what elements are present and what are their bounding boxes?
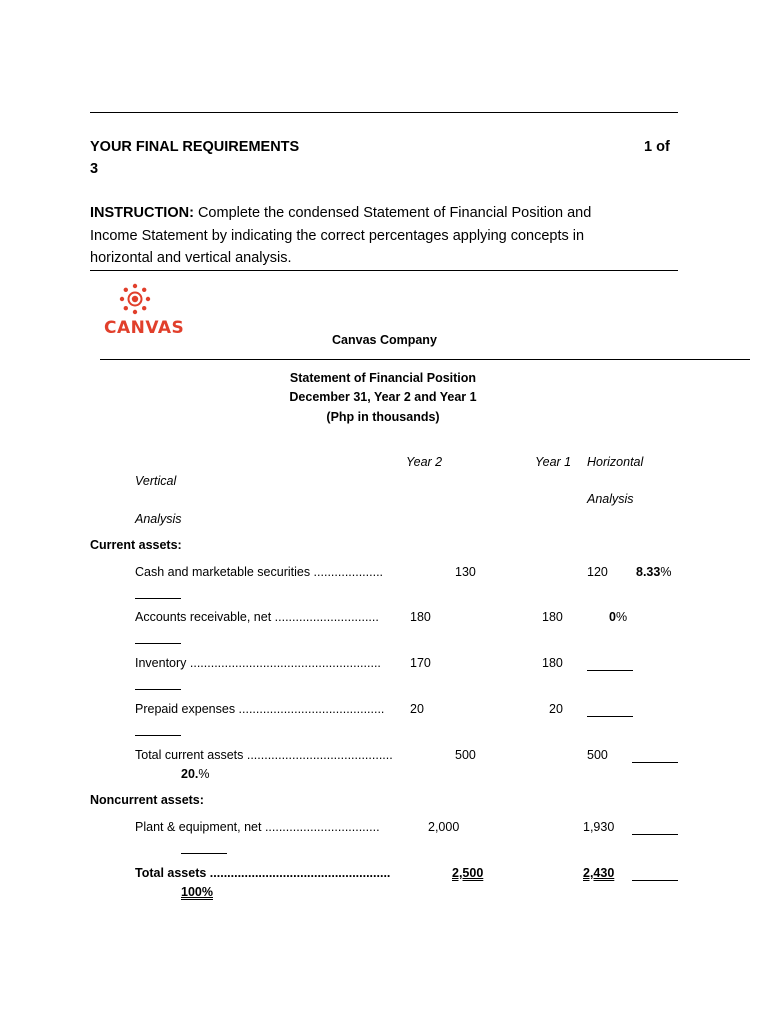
row-total-current-year1: 500 <box>587 748 608 762</box>
canvas-logo-icon <box>118 282 152 316</box>
statement-title: Statement of Financial Position <box>289 371 477 385</box>
column-year2: Year 2 <box>406 455 443 469</box>
row-total-assets-year1: 2,430 <box>583 866 615 880</box>
row-ar-year2: 180 <box>410 610 431 624</box>
row-ppe-horizontal-blank[interactable] <box>632 834 678 835</box>
row-prepaid-horizontal-blank[interactable] <box>587 716 633 717</box>
row-total-current-label: Total current assets .......................................... <box>135 748 393 762</box>
page-counter: 1 of <box>644 139 670 155</box>
row-total-assets-horizontal-blank[interactable] <box>632 880 678 881</box>
row-ppe-year1: 1,930 <box>583 820 615 834</box>
row-prepaid-year2: 20 <box>410 702 424 716</box>
row-total-current-vertical <box>181 767 210 781</box>
row-prepaid-year1: 20 <box>549 702 563 716</box>
row-cash-horizontal <box>636 565 671 579</box>
row-ppe-vertical-blank[interactable] <box>181 853 227 854</box>
canvas-logo <box>96 278 185 346</box>
row-ar-horizontal-suffix: % <box>615 610 628 624</box>
row-cash-year2: 130 <box>455 565 476 579</box>
column-year1: Year 1 <box>535 455 572 469</box>
row-inventory-year1: 180 <box>542 656 563 670</box>
instruction-paragraph <box>90 205 591 221</box>
row-ar-horizontal-value: 0 <box>609 610 616 624</box>
statement-unit: (Php in thousands) <box>326 410 440 424</box>
row-ar-horizontal <box>609 610 627 624</box>
row-cash-year1: 120 <box>587 565 608 579</box>
instruction-label: INSTRUCTION: <box>90 205 194 221</box>
page-title: YOUR FINAL REQUIREMENTS <box>90 139 300 155</box>
row-prepaid-vertical-blank[interactable] <box>135 735 181 736</box>
row-cash-label: Cash and marketable securities .................... <box>135 565 384 579</box>
top-divider <box>90 112 678 113</box>
row-inventory-label: Inventory ....................................................... <box>135 656 381 670</box>
instruction-divider <box>90 270 678 271</box>
row-ar-vertical-blank[interactable] <box>135 643 181 644</box>
column-horizontal-2: Analysis <box>587 492 634 506</box>
row-total-assets-year2: 2,500 <box>452 866 484 880</box>
instruction-text-2: Income Statement by indicating the correct percentages applying concepts in <box>90 228 585 244</box>
row-ar-label: Accounts receivable, net .............................. <box>135 610 379 624</box>
row-ppe-label: Plant & equipment, net ................................. <box>135 820 380 834</box>
row-ar-year1: 180 <box>542 610 563 624</box>
column-vertical-2: Analysis <box>135 512 182 526</box>
section-current-assets: Current assets: <box>90 538 182 552</box>
row-total-assets-label: Total assets .................................................... <box>135 866 391 880</box>
instruction-text-3: horizontal and vertical analysis. <box>90 250 292 266</box>
row-total-current-vertical-value: 20. <box>181 767 199 781</box>
canvas-logo-text: CANVAS <box>104 318 185 338</box>
row-prepaid-label: Prepaid expenses .......................................... <box>135 702 385 716</box>
company-name: Canvas Company <box>332 333 437 347</box>
column-horizontal: Horizontal <box>587 455 644 469</box>
row-inventory-year2: 170 <box>410 656 431 670</box>
row-total-current-horizontal-blank[interactable] <box>632 762 678 763</box>
section-noncurrent-assets: Noncurrent assets: <box>90 793 204 807</box>
page-counter-total: 3 <box>90 161 99 177</box>
row-inventory-horizontal-blank[interactable] <box>587 670 633 671</box>
row-cash-vertical-blank[interactable] <box>135 598 181 599</box>
statement-date: December 31, Year 2 and Year 1 <box>289 390 477 404</box>
column-vertical: Vertical <box>135 474 177 488</box>
row-cash-horizontal-value: 8.33 <box>636 565 661 579</box>
row-ppe-year2: 2,000 <box>428 820 460 834</box>
row-total-current-vertical-suffix: % <box>198 767 210 781</box>
row-total-assets-vertical: 100% <box>181 885 213 899</box>
statement-divider <box>100 359 750 360</box>
row-cash-horizontal-suffix: % <box>660 565 672 579</box>
row-inventory-vertical-blank[interactable] <box>135 689 181 690</box>
instruction-text-1: Complete the condensed Statement of Financial Position and <box>193 205 592 221</box>
row-total-current-year2: 500 <box>455 748 476 762</box>
